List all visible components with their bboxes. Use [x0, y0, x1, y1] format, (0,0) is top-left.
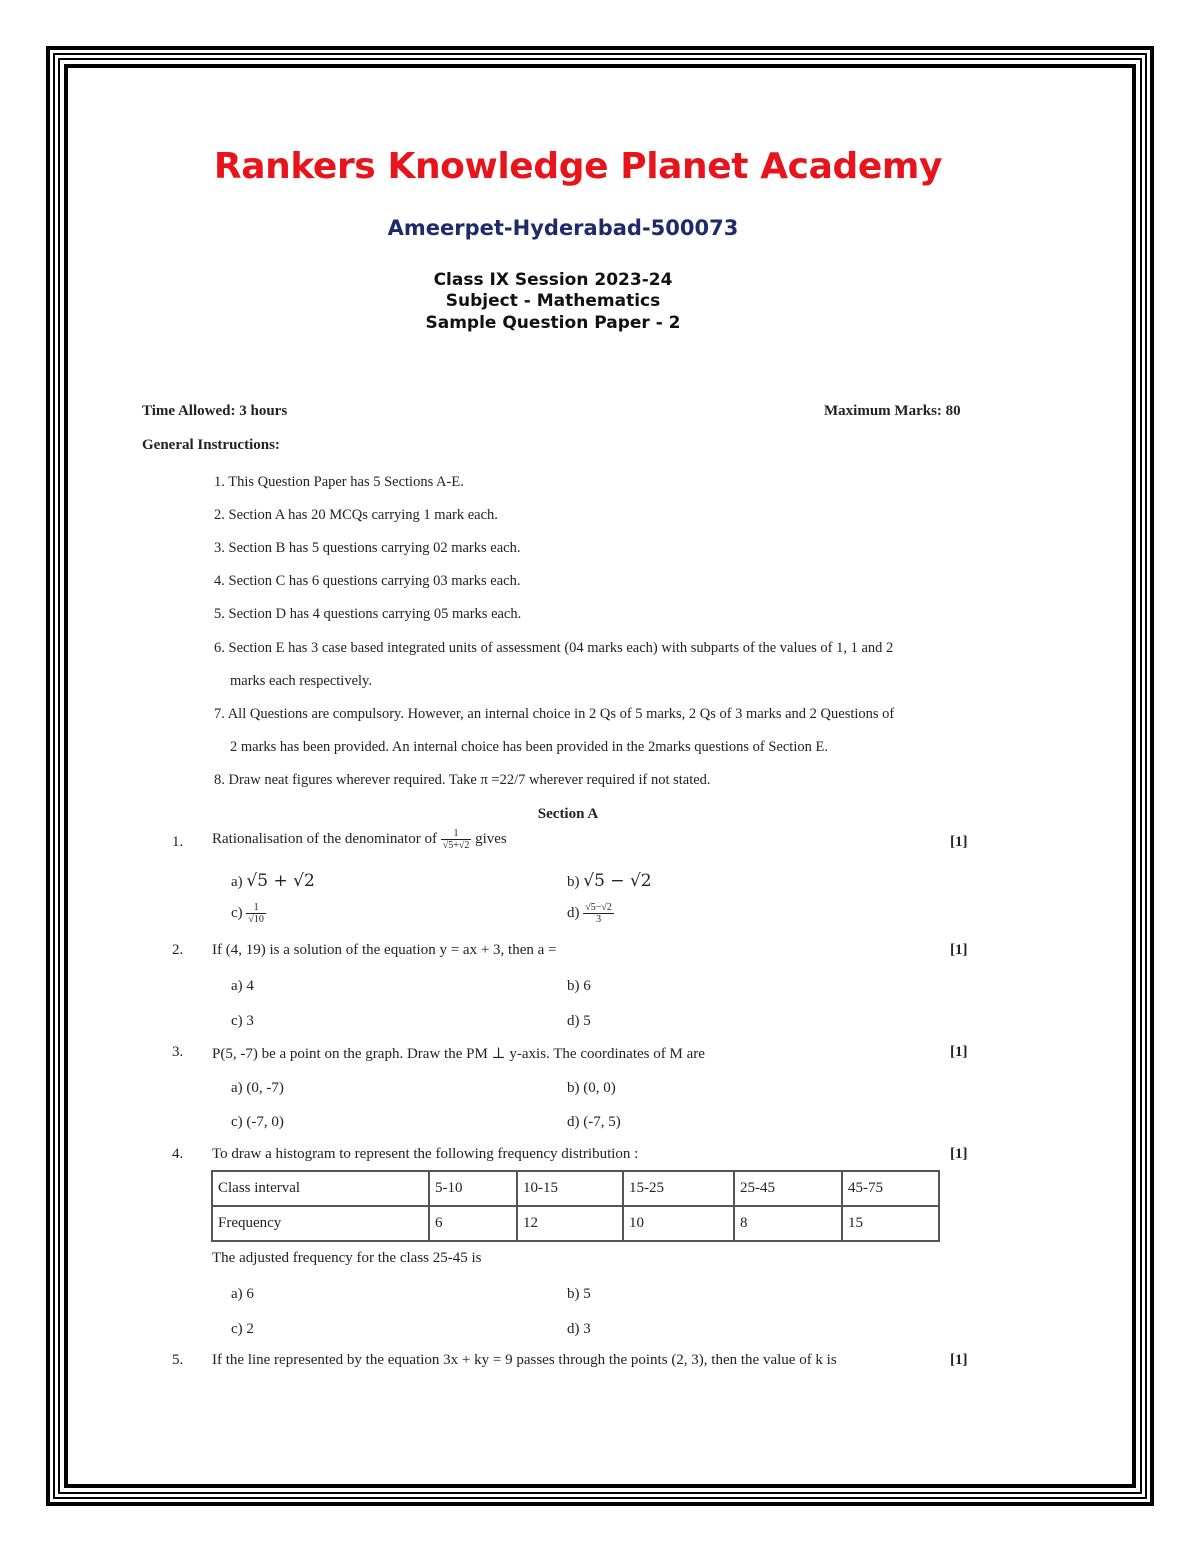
institute-title: Rankers Knowledge Planet Academy [213, 146, 943, 187]
instruction-item-continued: marks each respectively. [230, 673, 372, 689]
institute-address: Ameerpet-Hyderabad-500073 [387, 216, 739, 240]
question-marks: [1] [950, 1352, 968, 1368]
fraction-denominator: 3 [596, 914, 602, 925]
question-marks: [1] [950, 834, 968, 850]
instruction-item: 5. Section D has 4 questions carrying 05 marks each. [214, 606, 522, 622]
question-number: 5. [172, 1352, 184, 1368]
question-4-followup: The adjusted frequency for the class 25-45 is [212, 1250, 482, 1266]
table-cell: 12 [517, 1206, 623, 1241]
option-d [567, 902, 614, 925]
table-row [212, 1206, 939, 1241]
table-cell: 10 [623, 1206, 734, 1241]
instruction-item: 2. Section A has 20 MCQs carrying 1 mark each. [214, 507, 498, 523]
table-cell: 5-10 [429, 1171, 517, 1206]
option-b: b) 5 [567, 1286, 591, 1302]
question-1-text-start: Rationalisation of the denominator of [212, 830, 437, 847]
table-cell: Class interval [212, 1171, 429, 1206]
instruction-item: 8. Draw neat figures wherever required. Take π =22/7 wherever required if not stated. [214, 772, 711, 788]
question-number: 3. [172, 1044, 184, 1060]
option-b [567, 871, 652, 891]
maximum-marks: Maximum Marks: 80 [824, 403, 961, 419]
fraction-denominator: √5+√2 [442, 840, 470, 851]
table-cell: Frequency [212, 1206, 429, 1241]
option-a [231, 871, 315, 891]
option-c [231, 902, 266, 925]
option-label: d) [567, 904, 580, 921]
question-number: 1. [172, 834, 184, 850]
option-c: c) (-7, 0) [231, 1114, 284, 1130]
question-2-text: If (4, 19) is a solution of the equation y = ax + 3, then a = [212, 942, 557, 958]
option-a: a) 4 [231, 978, 254, 994]
fraction-denominator: √10 [248, 914, 264, 925]
option-label: a) [231, 874, 243, 890]
table-cell: 45-75 [842, 1171, 939, 1206]
fraction [441, 828, 472, 851]
table-cell: 8 [734, 1206, 842, 1241]
table-row [212, 1171, 939, 1206]
table-cell: 6 [429, 1206, 517, 1241]
instruction-item: 7. All Questions are compulsory. However, an internal choice in 2 Qs of 5 marks, 2 Qs of 3 marks and 2 Questions of [214, 706, 895, 722]
option-d: d) (-7, 5) [567, 1114, 621, 1130]
option-b: b) 6 [567, 978, 591, 994]
table-cell: 15 [842, 1206, 939, 1241]
option-label: c) [231, 904, 243, 921]
option-value: √5 + √2 [246, 871, 315, 891]
question-1-text [212, 828, 507, 851]
instructions-heading: General Instructions: [142, 437, 280, 453]
question-4-text: To draw a histogram to represent the following frequency distribution : [212, 1146, 639, 1162]
table-cell: 15-25 [623, 1171, 734, 1206]
option-d: d) 3 [567, 1321, 591, 1337]
table-cell: 25-45 [734, 1171, 842, 1206]
option-c: c) 3 [231, 1013, 254, 1029]
table-cell: 10-15 [517, 1171, 623, 1206]
fraction-numerator: √5−√2 [585, 902, 612, 913]
option-c: c) 2 [231, 1321, 254, 1337]
option-d: d) 5 [567, 1013, 591, 1029]
option-a: a) 6 [231, 1286, 254, 1302]
question-marks: [1] [950, 942, 968, 958]
instruction-item: 3. Section B has 5 questions carrying 02 marks each. [214, 540, 521, 556]
question-number: 2. [172, 942, 184, 958]
fraction-numerator: 1 [441, 828, 472, 840]
question-marks: [1] [950, 1146, 968, 1162]
instruction-item-continued: 2 marks has been provided. An internal choice has been provided in the 2marks questions of Section E. [230, 739, 828, 755]
subject-line: Subject - Mathematics [445, 291, 661, 311]
fraction [246, 902, 266, 925]
question-3-text: P(5, -7) be a point on the graph. Draw the PM ⊥ y-axis. The coordinates of M are [212, 1046, 705, 1062]
option-b: b) (0, 0) [567, 1080, 616, 1096]
option-label: b) [567, 874, 580, 890]
fraction [583, 902, 614, 925]
fraction-numerator: 1 [246, 902, 266, 914]
option-a: a) (0, -7) [231, 1080, 284, 1096]
time-allowed: Time Allowed: 3 hours [142, 403, 288, 419]
class-session: Class IX Session 2023-24 [433, 270, 673, 290]
instruction-item: 1. This Question Paper has 5 Sections A-E. [214, 474, 464, 490]
option-value: √5 − √2 [583, 871, 652, 891]
instruction-item: 4. Section C has 6 questions carrying 03 marks each. [214, 573, 521, 589]
question-marks: [1] [950, 1044, 968, 1060]
frequency-table [211, 1170, 940, 1242]
question-number: 4. [172, 1146, 184, 1162]
section-title: Section A [537, 806, 599, 822]
instruction-item: 6. Section E has 3 case based integrated units of assessment (04 marks each) with subparts of the values of 1, 1 and 2 [214, 640, 894, 656]
question-5-text: If the line represented by the equation 3x + ky = 9 passes through the points (2, 3), then the value of k is [212, 1352, 837, 1368]
question-1-text-end: gives [475, 830, 507, 847]
paper-title: Sample Question Paper - 2 [425, 313, 681, 333]
